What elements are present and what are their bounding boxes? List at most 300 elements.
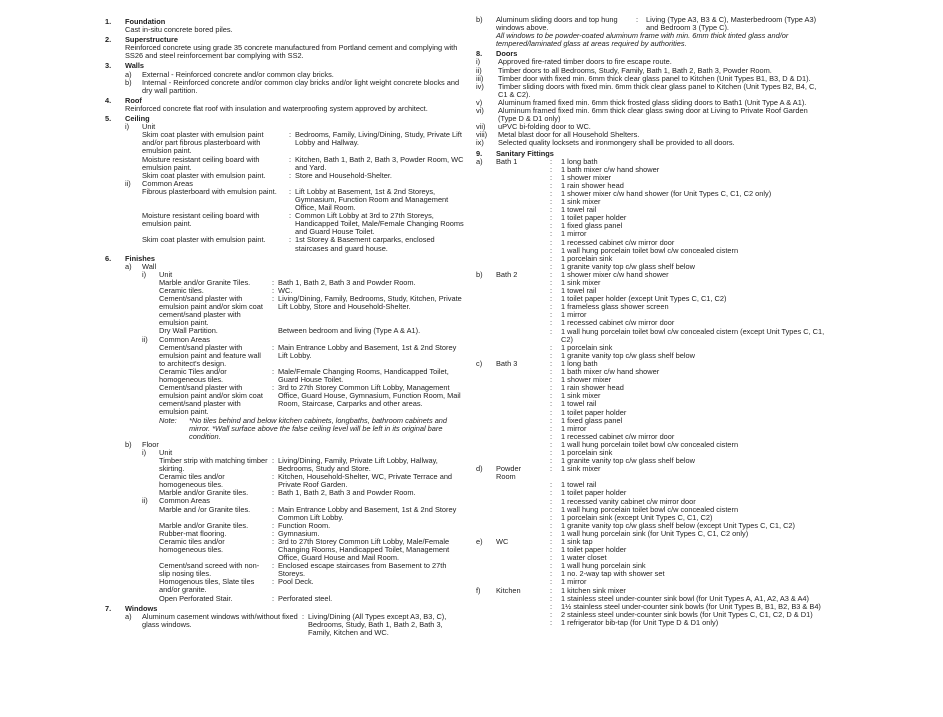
sanitary-group-name [496, 311, 541, 319]
door-item-label: vi) [476, 106, 484, 116]
spec-colon: : [271, 472, 275, 482]
spec-row [159, 344, 467, 368]
sanitary-item-text: 1 toilet paper holder [561, 488, 627, 498]
section-walls [105, 62, 467, 94]
item-title: Common Areas [159, 496, 210, 506]
sanitary-item-text: 1 wall hung porcelain toilet bowl c/w concealed cistern [561, 504, 739, 514]
sanitary-colon: : [549, 480, 553, 490]
spec-material: Marble and/or Granite Tiles. [159, 277, 251, 287]
sanitary-group-label [476, 239, 496, 247]
ceiling-common [125, 180, 467, 253]
door-item-label: i) [476, 57, 481, 67]
spec-material: Ceramic Tiles and/or homogeneous tiles. [159, 366, 227, 385]
sanitary-colon: : [549, 512, 553, 522]
spec-row [159, 457, 467, 473]
sanitary-item-text: 1 sink mixer [561, 464, 601, 474]
section-title: Roof [125, 95, 142, 105]
spec-material: Cement/sand plaster with emulsion paint and/or skim coat cement/sand plaster with emulsion paint. [159, 383, 263, 417]
sanitary-item-text: 2 stainless steel under-counter sink bowls (for Unit Types C, C1, C2, D & D1) [561, 609, 813, 619]
sanitary-item-text: 1 granite vanity top c/w glass shelf below [561, 261, 695, 271]
section-text: Reinforced concrete using grade 35 concrete manufactured from Portland cement and complying with SS26 and steel reinforcement bar complying with SS2. [125, 43, 458, 61]
item-title: Unit [142, 122, 156, 132]
spec-colon: : [271, 277, 275, 287]
spec-location: Bath 1, Bath 2, Bath 3 and Powder Room. [278, 277, 416, 287]
sanitary-item [476, 400, 826, 408]
sanitary-group-name [496, 222, 541, 230]
sanitary-group-name [496, 562, 541, 570]
sanitary-group-label [476, 287, 496, 295]
sanitary-group-label [476, 319, 496, 327]
sanitary-item [476, 328, 826, 344]
sanitary-item-text: 1 wall hung porcelain sink (for Unit Types C, C1, C2 only) [561, 528, 749, 538]
sanitary-colon: : [549, 326, 553, 336]
spec-location: Pool Deck. [278, 577, 314, 587]
item-material: Aluminum sliding doors and top hung windows above. [496, 15, 618, 33]
spec-colon: : [271, 383, 275, 393]
sanitary-colon: : [549, 464, 553, 474]
spec-material: Ceramic tiles and/or homogeneous tiles. [159, 536, 225, 554]
sanitary-item-text: 1 toilet paper holder [561, 407, 627, 417]
sanitary-group-label [476, 554, 496, 562]
spec-row [142, 236, 467, 252]
section-title: Windows [125, 603, 158, 613]
sanitary-item [476, 206, 826, 214]
spec-row [142, 212, 467, 236]
note-label: Note: [159, 415, 177, 425]
item-label: ii) [142, 496, 148, 506]
spec-colon: : [288, 211, 292, 221]
item-label: b) [125, 77, 132, 87]
finishes-floor-common [142, 497, 467, 602]
sanitary-group-label [476, 570, 496, 578]
spec-colon: : [271, 593, 275, 603]
sanitary-item [476, 619, 826, 627]
spec-row [159, 578, 467, 594]
spec-material: Marble and/or Granite tiles. [159, 520, 249, 530]
sanitary-item-text: 1 recessed vanity cabinet c/w mirror door [561, 496, 696, 506]
sanitary-colon: : [549, 561, 553, 571]
sanitary-group-label [476, 425, 496, 433]
spec-row [159, 538, 467, 562]
sanitary-item [476, 198, 826, 206]
section-title: Doors [496, 49, 518, 59]
sanitary-group-label [476, 417, 496, 425]
sanitary-group-label [476, 303, 496, 311]
sanitary-group-label [476, 206, 496, 214]
sanitary-group-label [476, 182, 496, 190]
sanitary-item [476, 441, 826, 449]
spec-location: Between bedroom and living (Type A & A1). [278, 326, 421, 336]
sanitary-item-text: 1 toilet paper holder (except Unit Types C, C1, C2) [561, 294, 727, 304]
sanitary-group-name [496, 570, 541, 578]
sanitary-group-name [496, 546, 541, 554]
sanitary-group-name [496, 400, 541, 408]
sanitary-group-name [496, 384, 541, 392]
spec-location: Main Entrance Lobby and Basement, 1st & 2nd Storey Lift Lobby. [278, 342, 457, 360]
spec-location: Male/Female Changing Rooms, Handicapped Toilet, Guard House Toilet. [278, 366, 449, 385]
spec-colon: : [271, 520, 275, 530]
sanitary-item-text: 1 mirror [561, 229, 587, 239]
sanitary-group-name [496, 295, 541, 303]
sanitary-item-text: 1 wall hung porcelain toilet bowl c/w concealed cistern (except Unit Types C, C1, C2) [561, 326, 825, 344]
door-item-text: Approved fire-rated timber doors to fire escape route. [498, 57, 672, 67]
sanitary-colon: : [549, 213, 553, 223]
sanitary-group-label [476, 489, 496, 497]
sanitary-item-text: 1 sink mixer [561, 391, 601, 401]
sanitary-group-name [496, 368, 541, 376]
sanitary-item-text: 1 bath mixer c/w hand shower [561, 367, 660, 377]
sanitary-group-name [496, 190, 541, 198]
left-column [105, 16, 467, 637]
sanitary-item-text: 1 shower mixer c/w hand shower [561, 269, 669, 279]
sanitary-group-name [496, 603, 541, 611]
sanitary-colon: : [549, 286, 553, 296]
section-number: 7. [105, 603, 112, 613]
sanitary-group-label [476, 400, 496, 408]
spec-colon: : [271, 504, 275, 514]
sanitary-group-name [496, 409, 541, 417]
sanitary-colon: : [549, 431, 553, 441]
sanitary-colon: : [549, 172, 553, 182]
sanitary-item [476, 538, 826, 546]
spec-colon: : [271, 366, 275, 376]
item-label: a) [125, 611, 132, 621]
sanitary-item-text: 1 recessed cabinet c/w mirror door [561, 318, 675, 328]
spec-location: 1st Storey & Basement carparks, enclosed staircases and guard house. [295, 235, 435, 253]
sanitary-group-name [496, 303, 541, 311]
sanitary-group-name [496, 425, 541, 433]
spec-material: Cement/sand screed with non-slip nosing tiles. [159, 561, 260, 579]
sanitary-colon: : [549, 504, 553, 514]
sanitary-item-text: 1 towel rail [561, 286, 597, 296]
finishes-wall-unit [142, 271, 467, 336]
sanitary-colon: : [549, 593, 553, 603]
sanitary-group-label [476, 595, 496, 603]
sanitary-group-label [476, 190, 496, 198]
sanitary-colon: : [549, 601, 553, 611]
item-label: i) [125, 122, 130, 132]
sanitary-group-label [476, 295, 496, 303]
sanitary-item-text: 1 wall hung porcelain sink [561, 561, 646, 571]
spec-material: Moisture resistant ceiling board with emulsion paint. [142, 211, 260, 229]
spec-row [142, 131, 467, 155]
sanitary-group-label [476, 522, 496, 530]
sanitary-group-label [476, 392, 496, 400]
door-item-text: uPVC bi-folding door to WC. [498, 122, 591, 132]
sanitary-group-name [496, 489, 541, 497]
sanitary-group-name: Powder Room [496, 464, 522, 482]
spec-colon: : [271, 577, 275, 587]
sanitary-item-text: 1 shower mixer [561, 172, 612, 182]
door-item-text: Timber doors to all Bedrooms, Study, Family, Bath 1, Bath 2, Bath 3, Powder Room. [498, 65, 772, 75]
sanitary-item [476, 392, 826, 400]
sanitary-group-name [496, 498, 541, 506]
door-item-text: Selected quality locksets and ironmongery shall be provided to all doors. [498, 138, 735, 148]
sanitary-item-text: 1 mirror [561, 577, 587, 587]
sanitary-group-label: c) [476, 358, 483, 368]
spec-location: Bedrooms, Family, Living/Dining, Study, Private Lift Lobby and Hallway. [295, 130, 462, 148]
item-title: Wall [142, 261, 157, 271]
sanitary-item-text: 1 recessed cabinet c/w mirror door [561, 237, 675, 247]
sanitary-group-label: e) [476, 537, 483, 546]
sanitary-colon: : [549, 278, 553, 287]
sanitary-group-name [496, 182, 541, 190]
section-title: Superstructure [125, 35, 178, 45]
sanitary-colon: : [549, 391, 553, 401]
section-number: 6. [105, 253, 112, 263]
sanitary-group-label: b) [476, 269, 483, 279]
spec-colon: : [288, 154, 292, 164]
finishes-wall-common [142, 336, 467, 417]
item-text: External - Reinforced concrete and/or common clay bricks. [142, 69, 334, 79]
ceiling-common-rows [142, 188, 467, 253]
sanitary-colon: : [549, 164, 553, 174]
sanitary-group-name: Bath 2 [496, 269, 518, 279]
spec-material: Dry Wall Partition. [159, 326, 218, 336]
section-finishes [105, 255, 467, 603]
sanitary-item-text: 1 kitchen sink mixer [561, 585, 626, 595]
sanitary-group-name [496, 255, 541, 263]
sanitary-colon: : [549, 156, 553, 166]
sanitary-item-text: 1 granite vanity top c/w glass shelf below [561, 350, 695, 360]
sanitary-item-text: 1 rain shower head [561, 383, 624, 393]
sanitary-item [476, 409, 826, 417]
section-ceiling [105, 115, 467, 253]
finishes-floor-unit [142, 449, 467, 498]
spec-material: Homogenous tiles, Slate tiles and/or granite. [159, 577, 255, 595]
sanitary-item-text: 1 recessed cabinet c/w mirror door [561, 431, 675, 441]
sanitary-group-name [496, 506, 541, 514]
section-foundation [105, 18, 467, 34]
finishes-note [142, 417, 467, 441]
sanitary-group-name: Kitchen [496, 585, 521, 595]
spec-row [159, 368, 467, 384]
spec-material: Open Perforated Stair. [159, 593, 233, 603]
sanitary-colon: : [549, 205, 553, 215]
sanitary-group-name [496, 522, 541, 530]
spec-location: Living/Dining, Family, Private Lift Lobby, Hallway, Bedrooms, Study and Store. [278, 455, 438, 474]
spec-row [159, 279, 467, 287]
sanitary-item-text: 1 refrigerator bib-tap (for Unit Type D & D1 only) [561, 617, 719, 627]
section-sanitary-fittings [476, 150, 826, 628]
sanitary-item-text: 1 toilet paper holder [561, 545, 627, 555]
item-label: ii) [125, 178, 131, 188]
sanitary-colon: : [549, 496, 553, 506]
sanitary-colon: : [549, 310, 553, 320]
section-number: 8. [476, 49, 483, 59]
sanitary-group-label [476, 409, 496, 417]
spec-row [159, 384, 467, 416]
section-superstructure [105, 36, 467, 60]
sanitary-colon: : [549, 383, 553, 393]
sanitary-colon: : [549, 537, 553, 546]
sanitary-item-text: 1 shower mixer [561, 375, 612, 385]
door-item-text: Aluminum framed fixed min. 6mm thick clear glass swing door at Living to Private Roof Garden (Type D & D1 only) [498, 106, 808, 124]
sanitary-item [476, 546, 826, 554]
sanitary-item [476, 214, 826, 222]
sanitary-item-text: 1 porcelain sink (except Unit Types C, C1, C2) [561, 512, 713, 522]
sanitary-colon: : [549, 245, 553, 255]
sanitary-group-name [496, 206, 541, 214]
spec-row [159, 562, 467, 578]
doors-list [476, 57, 826, 148]
sanitary-item [476, 376, 826, 384]
item-location: Living (Type A3, B3 & C), Masterbedroom (Type A3) and Bedroom 3 (Type C). [646, 15, 817, 33]
sanitary-group-name: Bath 1 [496, 156, 518, 166]
spec-row [159, 473, 467, 489]
windows-sliding [476, 16, 826, 48]
sanitary-item-text: 1½ stainless steel under-counter sink bowls (for Unit Types B, B1, B2, B3 & B4) [561, 601, 821, 611]
sanitary-group-label [476, 611, 496, 619]
door-item-text: Metal blast door for all Household Shelters. [498, 130, 640, 140]
sanitary-colon: : [549, 375, 553, 385]
sanitary-colon: : [549, 609, 553, 619]
door-item [476, 83, 826, 99]
spec-colon: : [271, 528, 275, 538]
finishes-floor-unit-rows [159, 457, 467, 497]
door-item-label: v) [476, 97, 483, 107]
spec-colon [268, 327, 278, 335]
spec-location: Lift Lobby at Basement, 1st & 2nd Storeys, Gymnasium, Function Room and Management Office, Mail Room. [295, 186, 449, 213]
sanitary-group-name [496, 417, 541, 425]
section-title: Foundation [125, 17, 166, 26]
sanitary-group-label: f) [476, 585, 481, 595]
sanitary-colon: : [549, 253, 553, 263]
ceiling-unit-rows [142, 131, 467, 180]
sanitary-item-text: 1 mirror [561, 423, 587, 433]
sanitary-item-text: 1 shower mixer c/w hand shower (for Unit Types C, C1, C2 only) [561, 188, 772, 198]
sanitary-colon: : [549, 577, 553, 587]
item-title: Floor [142, 439, 159, 449]
sanitary-colon: : [549, 528, 553, 538]
finishes-wall [125, 263, 467, 441]
spec-location: Enclosed escape staircases from Basement to 27th Storeys. [278, 561, 447, 579]
sanitary-group-name [496, 449, 541, 457]
spec-material: Skim coat plaster with emulsion paint and/or part fibrous plasterboard with emulsion paint. [142, 130, 264, 156]
spec-location: Main Entrance Lobby and Basement, 1st & 2nd Storey Common Lift Lobby. [278, 504, 457, 522]
sanitary-item [476, 578, 826, 586]
walls-internal [125, 79, 467, 95]
door-item [476, 139, 826, 147]
sanitary-item-text: 1 long bath [561, 358, 598, 368]
spec-colon: : [271, 455, 275, 465]
sanitary-group-label [476, 441, 496, 449]
sanitary-group-label [476, 328, 496, 344]
sanitary-item-text: 1 porcelain sink [561, 342, 613, 352]
spec-colon: : [271, 536, 275, 546]
section-number: 9. [476, 148, 483, 158]
spec-material: Skim coat plaster with emulsion paint. [142, 170, 266, 180]
finishes-floor-common-rows [159, 506, 467, 603]
sanitary-group-label [476, 174, 496, 182]
sanitary-colon: : [549, 269, 553, 279]
item-colon: : [301, 611, 305, 621]
item-label: ii) [142, 334, 148, 344]
sanitary-item-text: 1 fixed glass panel [561, 221, 623, 231]
door-item-label: iii) [476, 73, 484, 83]
sanitary-colon: : [549, 197, 553, 207]
sanitary-group-label [476, 449, 496, 457]
sanitary-group-name [496, 619, 541, 627]
sanitary-group-name [496, 611, 541, 619]
sanitary-group-label [476, 214, 496, 222]
sanitary-colon: : [549, 350, 553, 360]
sanitary-group-label [476, 619, 496, 627]
item-title: Unit [159, 447, 173, 457]
spec-location: Kitchen, Household-Shelter, WC, Private Terrace and Private Roof Garden. [278, 472, 453, 490]
sanitary-group-name [496, 166, 541, 174]
item-location: Living/Dining (All Types except A3, B3, C), Bedrooms, Study, Bath 1, Bath 2, Bath 3, Family, Kitchen and WC. [308, 611, 447, 637]
sanitary-item [476, 166, 826, 174]
sanitary-group-label [476, 344, 496, 352]
sanitary-item-text: 1 towel rail [561, 205, 597, 215]
sanitary-group-label [476, 562, 496, 570]
sanitary-item [476, 530, 826, 538]
sanitary-item [476, 303, 826, 311]
sanitary-colon: : [549, 585, 553, 595]
sanitary-item [476, 368, 826, 376]
sanitary-group-label [476, 247, 496, 255]
spec-material: Skim coat plaster with emulsion paint. [142, 235, 266, 245]
spec-location: Common Lift Lobby at 3rd to 27th Storeys, Handicapped Toilet, Male/Female Changing Rooms and Guard House Toilet. [295, 211, 464, 237]
sanitary-colon: : [549, 617, 553, 627]
sanitary-group-label: d) [476, 464, 483, 474]
sanitary-colon: : [549, 358, 553, 368]
sanitary-group-name [496, 595, 541, 603]
spec-colon: : [288, 130, 292, 140]
sanitary-colon: : [549, 399, 553, 409]
spec-colon: : [288, 186, 292, 196]
sanitary-item [476, 352, 826, 360]
spec-location: Perforated steel. [278, 593, 333, 603]
sanitary-group-label [476, 433, 496, 441]
sanitary-item [476, 222, 826, 230]
spec-location: Store and Household-Shelter. [295, 170, 392, 180]
sanitary-group-name [496, 230, 541, 238]
sanitary-group-label [476, 481, 496, 489]
spec-colon: : [271, 561, 275, 571]
sanitary-item-text: 1 frameless glass shower screen [561, 302, 669, 312]
door-item [476, 107, 826, 123]
item-title: Common Areas [159, 334, 210, 344]
sanitary-group-name [496, 214, 541, 222]
spec-material: Cement/sand plaster with emulsion paint and/or skim coat cement/sand plaster with emulsion paint. [159, 294, 263, 328]
sanitary-group-name [496, 198, 541, 206]
sanitary-group-name [496, 392, 541, 400]
sanitary-item-text: 1 stainless steel under-counter sink bowl (for Unit Types A, A1, A2, A3 & A4) [561, 593, 809, 603]
spec-location: 3rd to 27th Storey Common Lift Lobby, Male/Female Changing Rooms, Handicapped Toilet, Management Office, Guard House and Mail Room. [278, 536, 450, 563]
section-title: Sanitary Fittings [496, 148, 554, 158]
spec-material: Fibrous plasterboard with emulsion paint. [142, 186, 277, 196]
sanitary-group-label [476, 498, 496, 506]
sanitary-group-label [476, 546, 496, 554]
sanitary-colon: : [549, 302, 553, 312]
spec-location: Bath 1, Bath 2, Bath 3 and Powder Room. [278, 488, 416, 498]
spec-material: Moisture resistant ceiling board with emulsion paint. [142, 154, 260, 172]
sanitary-group-label [476, 311, 496, 319]
sanitary-colon: : [549, 318, 553, 328]
sanitary-item [476, 190, 826, 198]
door-item-label: ii) [476, 65, 482, 75]
sanitary-item [476, 279, 826, 287]
sanitary-group-name: Bath 3 [496, 358, 518, 368]
door-item-label: iv) [476, 81, 484, 91]
sanitary-item-text: 1 bath mixer c/w hand shower [561, 164, 660, 174]
spec-row [159, 506, 467, 522]
sanitary-item-text: 1 towel rail [561, 480, 597, 490]
door-item-text: Timber door with fixed min. 6mm thick clear glass panel to Kitchen (Unit Types B1, B3, D & D1). [498, 73, 811, 83]
sanitary-colon: : [549, 407, 553, 417]
